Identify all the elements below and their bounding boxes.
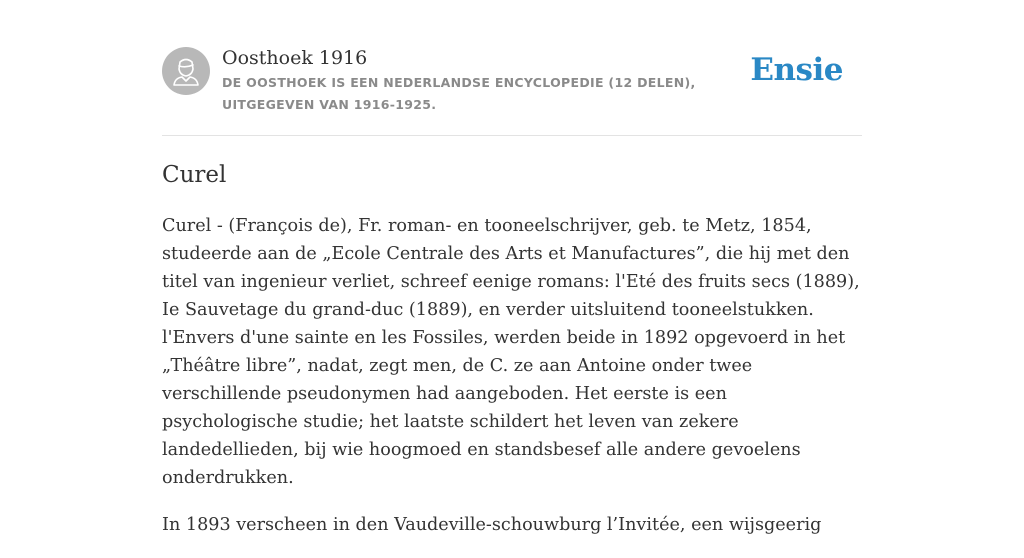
user-icon [172, 56, 200, 86]
source-description: DE OOSTHOEK IS EEN NEDERLANDSE ENCYCLOPEDIE (12 DELEN), UITGEGEVEN VAN 1916-1925. [222, 75, 696, 112]
entry-paragraph: Curel - (François de), Fr. roman- en tooneelschrijver, geb. te Metz, 1854, studeerde aan de „Ecole Centrale des Arts et Manufactures”, die hij met den titel van ingenieur verliet, schreef eenige romans: l'Eté des fruits secs (1889), Ie Sauvetage du grand-duc (1889), en verder uitsluitend tooneelstukken. l'Envers d'une sainte en les Fossiles, werden beide in 1892 opgevoerd in het „Théâtre libre”, nadat, zegt men, de C. ze aan Antoine onder twee verschillende pseudonymen had aangeboden. Het eerste is een psychologische studie; het laatste schildert het leven van zekere landedellieden, bij wie hoogmoed en standsbesef alle andere gevoelens onderdrukken. [162, 216, 860, 488]
source-title[interactable]: Oosthoek 1916 [222, 47, 368, 69]
source-header [162, 0, 862, 136]
ensie-logo[interactable]: Ensie [750, 52, 843, 88]
page [162, 0, 862, 535]
avatar[interactable] [162, 47, 210, 95]
entry-paragraph: In 1893 verscheen in den Vaudeville-schouwburg l’Invitée, een wijsgeerig [162, 515, 822, 535]
entry-body [162, 212, 862, 558]
entry-title: Curel [162, 162, 227, 188]
